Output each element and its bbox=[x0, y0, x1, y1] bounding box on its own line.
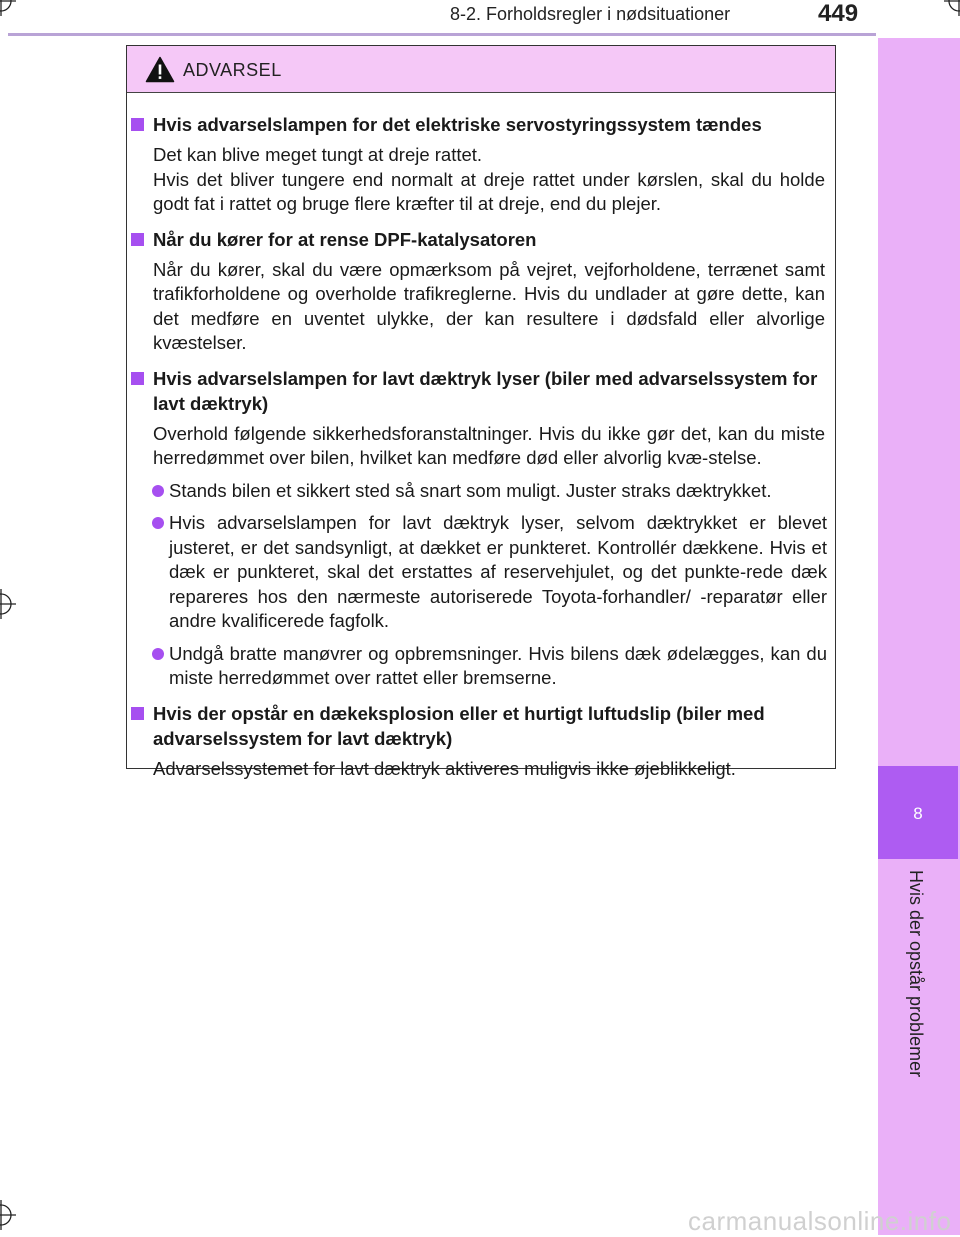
registration-mark-mid-left bbox=[0, 589, 16, 619]
registration-mark-bottom-left bbox=[0, 1200, 16, 1230]
round-bullet-icon bbox=[152, 485, 164, 497]
bullet-item bbox=[127, 479, 835, 504]
section-header-title: 8-2. Forholdsregler i nødsituationer bbox=[450, 4, 731, 24]
square-bullet-icon bbox=[131, 372, 144, 385]
section-title bbox=[127, 366, 835, 416]
warning-title: ADVARSEL bbox=[183, 60, 282, 80]
section-paragraph: Advarselssystemet for lavt dæktryk aktiveres muligvis ikke øjeblikkeligt. bbox=[153, 757, 736, 779]
chapter-title: Hvis der opstår problemer bbox=[906, 870, 926, 1078]
page-number: 449 bbox=[818, 0, 859, 27]
bullet-item bbox=[127, 511, 835, 634]
section-title-text: Hvis advarselslampen for lavt dæktryk lyser (biler med advarselssystem for lavt dæktryk) bbox=[153, 367, 818, 414]
square-bullet-icon bbox=[131, 707, 144, 720]
registration-mark-top-right bbox=[944, 0, 960, 16]
round-bullet-icon bbox=[152, 517, 164, 529]
warning-box bbox=[126, 45, 836, 779]
header-rule bbox=[8, 33, 876, 36]
square-bullet-icon bbox=[131, 118, 144, 131]
section-title bbox=[127, 112, 835, 137]
warning-header bbox=[127, 46, 835, 93]
section-title-text: Når du kører for at rense DPF-katalysatoren bbox=[153, 228, 537, 250]
bullet-text: Hvis advarselslampen for lavt dæktryk lyser, selvom dæktrykket er blevet justeret, er det sandsynligt, at dækket er punkteret. Kontrollér dækkene. Hvis et dæk er punkteret, skal det erstattes af reservehjulet, og det punkte-rede dæk repareres hos den nærmeste autoriserede Toyota-forhandler/ -reparatør eller andre kvalificerede fagfolk. bbox=[169, 512, 827, 631]
chapter-number: 8 bbox=[913, 804, 923, 823]
chapter-number-box bbox=[878, 766, 958, 859]
warning-triangle-icon bbox=[145, 56, 175, 83]
round-bullet-icon bbox=[152, 648, 164, 660]
section-title-text: Hvis advarselslampen for det elektriske servostyringssystem tændes bbox=[153, 114, 762, 135]
bullet-item bbox=[127, 642, 835, 691]
square-bullet-icon bbox=[131, 233, 144, 246]
warning-content bbox=[127, 104, 835, 781]
registration-mark-top-left bbox=[0, 0, 16, 16]
section-paragraph: Overhold følgende sikkerhedsforanstaltninger. Hvis du ikke gør det, kan du miste herredømmet over bilen, hvilket kan medføre død eller alvorlig kvæ-stelse. bbox=[153, 422, 825, 468]
section-paragraph: Det kan blive meget tungt at dreje rattet. Hvis det bliver tungere end normalt at dreje rattet under kørslen, skal du holde godt fat i rattet og bruge flere kræfter til at dreje, end du plejer. bbox=[153, 144, 825, 214]
bullet-text: Undgå bratte manøvrer og opbremsninger. Hvis bilens dæk ødelægges, kan du miste herredømmet over rattet eller bremserne. bbox=[169, 642, 827, 688]
bullet-text: Stands bilen et sikkert sted så snart som muligt. Juster straks dæktrykket. bbox=[169, 479, 772, 501]
section-paragraph: Når du kører, skal du være opmærksom på vejret, vejforholdene, terrænet samt trafikforholdene og overholde trafikreglerne. Hvis du undlader at gøre dette, kan det medføre en uventet ulykke, der kan resultere i dødsfald eller alvorlige kvæstelser. bbox=[153, 258, 825, 353]
section-title-text: Hvis der opstår en dækeksplosion eller et hurtigt luftudslip (biler med advarselssystem for lavt dæktryk) bbox=[153, 702, 765, 749]
watermark: carmanualsonline.info bbox=[688, 1206, 952, 1236]
section-title bbox=[127, 227, 835, 252]
section-title bbox=[127, 701, 835, 751]
